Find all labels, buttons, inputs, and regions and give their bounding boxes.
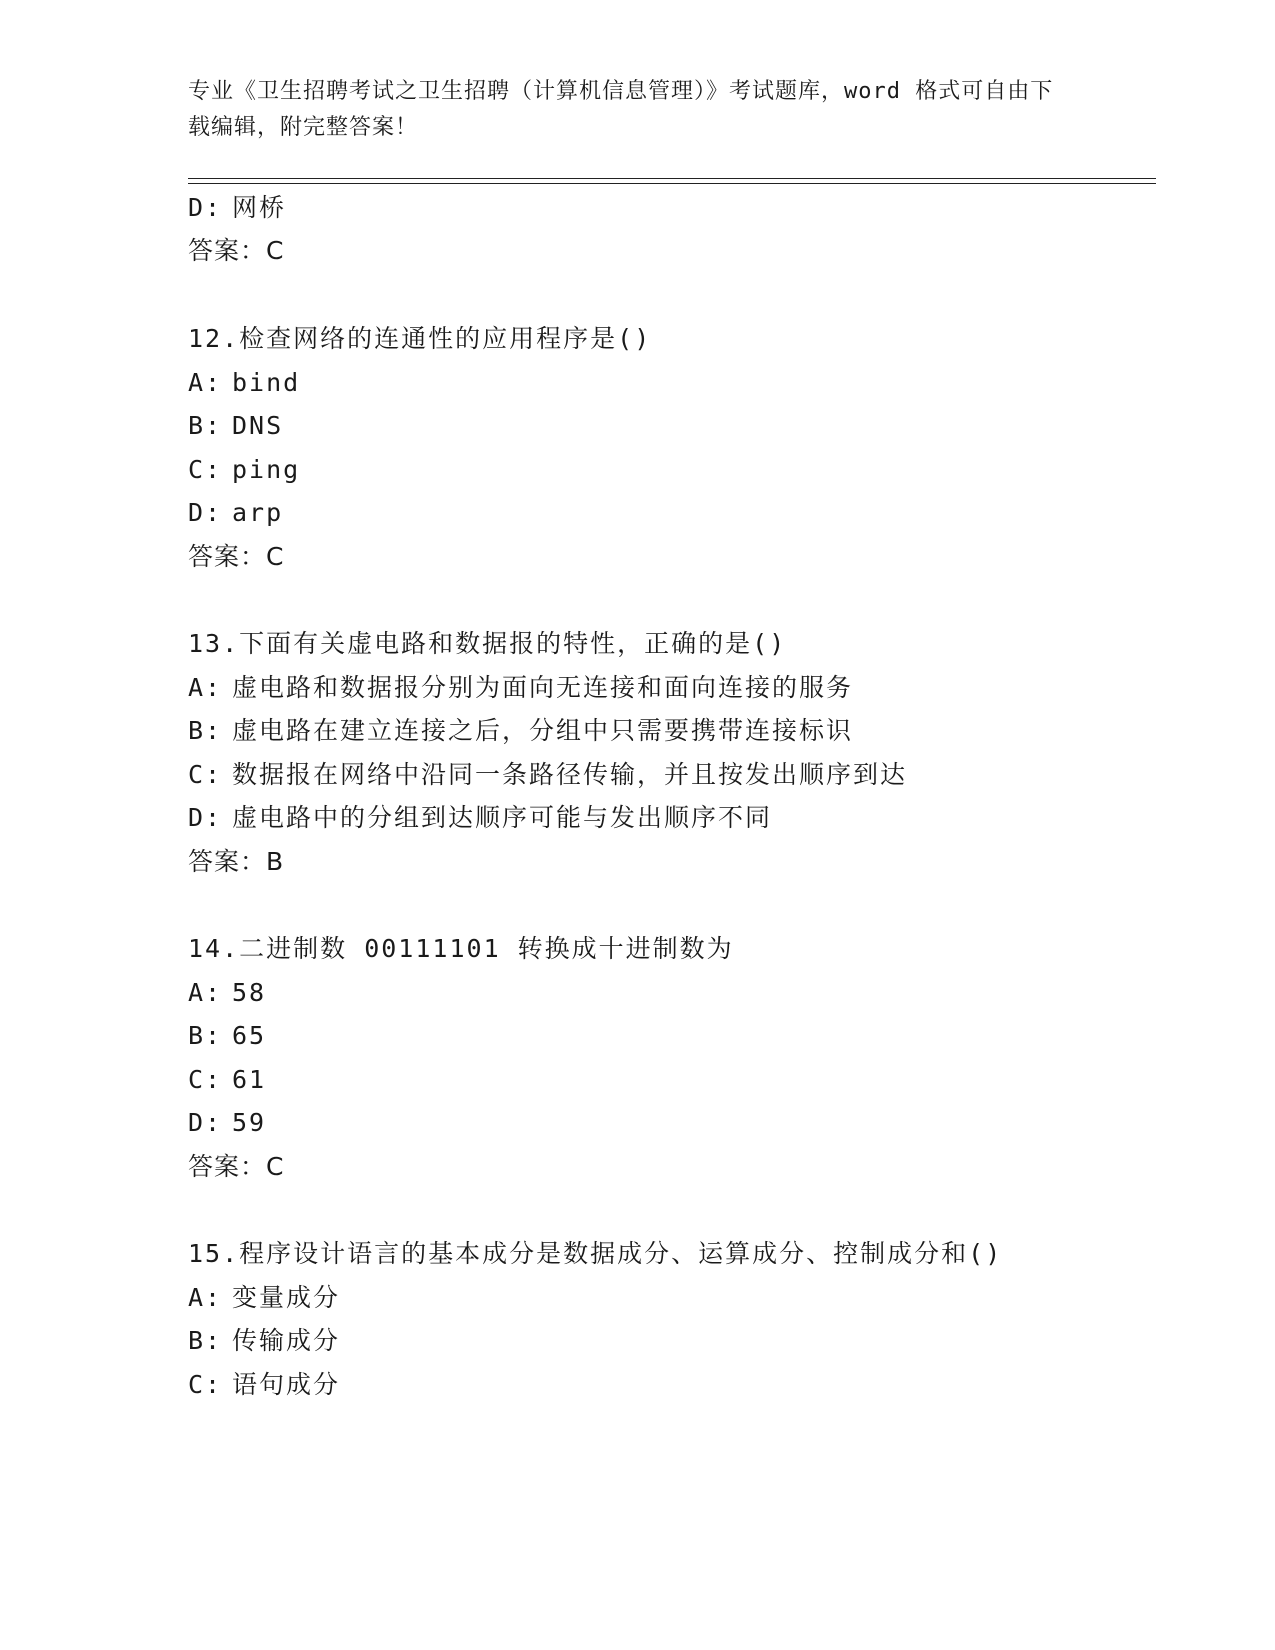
document-header: 专业《卫生招聘考试之卫生招聘（计算机信息管理）》考试题库，word 格式可自由下载编辑，附完整答案！ xyxy=(188,79,1054,140)
option-d xyxy=(188,801,772,835)
option-label: D: xyxy=(188,803,223,832)
option-label: C: xyxy=(188,1370,223,1399)
option-text: ping xyxy=(232,455,301,484)
option-text: 59 xyxy=(232,1108,267,1137)
option-text: 虚电路和数据报分别为面向无连接和面向连接的服务 xyxy=(232,673,854,702)
option-label: D: xyxy=(188,193,223,222)
option-label: B: xyxy=(188,716,223,745)
answer-line: 答案：C xyxy=(188,542,285,571)
option-label: B: xyxy=(188,1326,223,1355)
option-b xyxy=(188,1019,266,1053)
option-text: bind xyxy=(232,368,301,397)
option-text: 65 xyxy=(232,1021,267,1050)
header-divider-bottom xyxy=(188,183,1156,184)
option-c xyxy=(188,1368,340,1402)
option-text: 语句成分 xyxy=(232,1370,341,1399)
option-a xyxy=(188,671,853,705)
option-a xyxy=(188,976,266,1010)
question-stem: 13.下面有关虚电路和数据报的特性，正确的是() xyxy=(188,629,787,658)
answer-line: 答案：B xyxy=(188,847,285,876)
option-b xyxy=(188,1324,340,1358)
option-text: 传输成分 xyxy=(232,1326,341,1355)
option-label: A: xyxy=(188,978,223,1007)
option-label: C: xyxy=(188,455,223,484)
question-stem: 14.二进制数 00111101 转换成十进制数为 xyxy=(188,934,734,963)
option-text: 58 xyxy=(232,978,267,1007)
option-label: A: xyxy=(188,673,223,702)
option-label: C: xyxy=(188,760,223,789)
option-text: 数据报在网络中沿同一条路径传输，并且按发出顺序到达 xyxy=(232,760,908,789)
option-label: C: xyxy=(188,1065,223,1094)
option-d xyxy=(188,1106,266,1140)
option-b xyxy=(188,714,853,748)
option-text: 61 xyxy=(232,1065,267,1094)
answer-line: 答案：C xyxy=(188,1152,285,1181)
option-text: DNS xyxy=(232,411,284,440)
option-b xyxy=(188,409,283,443)
answer-line: 答案：C xyxy=(188,236,285,265)
option-d xyxy=(188,191,286,225)
option-label: A: xyxy=(188,1283,223,1312)
option-a xyxy=(188,366,300,400)
option-text: 网桥 xyxy=(232,193,287,222)
option-text: 虚电路中的分组到达顺序可能与发出顺序不同 xyxy=(232,803,773,832)
question-stem: 12.检查网络的连通性的应用程序是() xyxy=(188,324,652,353)
option-label: D: xyxy=(188,1108,223,1137)
option-text: 变量成分 xyxy=(232,1283,341,1312)
option-label: A: xyxy=(188,368,223,397)
question-stem: 15.程序设计语言的基本成分是数据成分、运算成分、控制成分和() xyxy=(188,1239,1003,1268)
option-label: B: xyxy=(188,411,223,440)
option-a xyxy=(188,1281,340,1315)
option-text: arp xyxy=(232,498,284,527)
option-d xyxy=(188,496,283,530)
option-c xyxy=(188,453,300,487)
option-label: B: xyxy=(188,1021,223,1050)
option-text: 虚电路在建立连接之后，分组中只需要携带连接标识 xyxy=(232,716,854,745)
header-divider-top xyxy=(188,178,1156,179)
option-c xyxy=(188,1063,266,1097)
option-label: D: xyxy=(188,498,223,527)
option-c xyxy=(188,758,907,792)
